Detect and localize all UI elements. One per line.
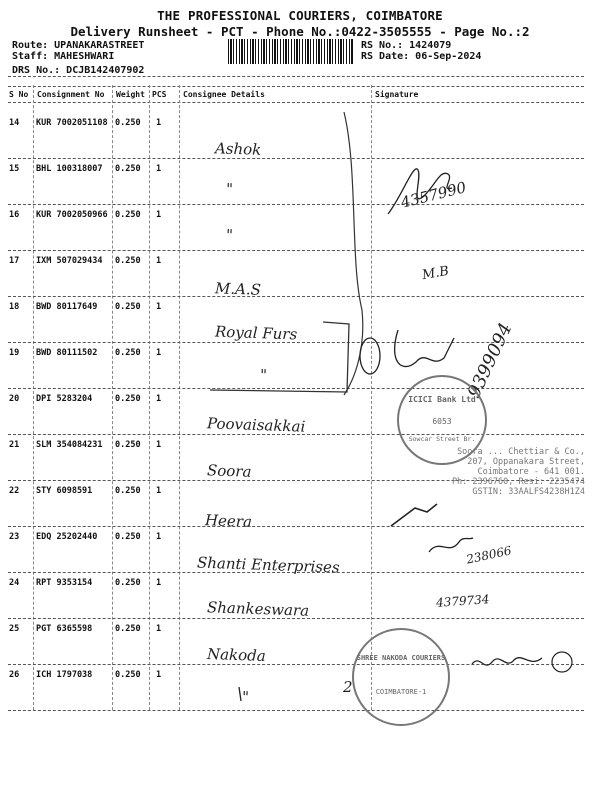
cell-pcs: 1 [156,670,162,680]
courier-stamp-name: SHREE NAKODA COURIERS [356,654,446,662]
handwritten-note: 2 [343,678,353,696]
shop-address-stamp [400,447,585,497]
signature-phone-4: 4379734 [435,592,490,610]
column-header-sno: S No [9,90,29,99]
row-divider [8,204,584,205]
cell-weight: 0.250 [115,394,141,404]
cell-sno: 17 [9,256,20,266]
consignee-handwritten: Soora [206,461,252,481]
consignee-handwritten: Heera [204,511,253,531]
cell-weight: 0.250 [115,578,141,588]
cell-sno: 16 [9,210,20,220]
row-divider [8,250,584,251]
cell-weight: 0.250 [115,670,141,680]
cell-pcs: 1 [156,210,162,220]
cell-sno: 18 [9,302,20,312]
cell-weight: 0.250 [115,532,141,542]
barcode-image [228,39,354,64]
bank-stamp-code: 6053 [432,417,452,426]
cell-consignment: BHL 100318007 [36,164,103,174]
drs-number: DRS No.: DCJB142407902 [12,65,145,76]
signature-phone-1: 4357990 [398,178,468,212]
shop-stamp-line: Ph: 2396760, Resi: 2235474 [451,477,585,487]
bank-stamp-branch: Sowcar Street Br. [408,435,476,443]
column-header-weight: Weight [116,90,145,99]
row-divider [8,618,584,619]
cell-consignment: EDQ 25202440 [36,532,98,542]
table-top-border [8,86,584,87]
cell-sno: 25 [9,624,20,634]
cell-weight: 0.250 [115,440,141,450]
cell-weight: 0.250 [115,486,141,496]
row-divider [8,710,584,711]
signature-phone-2: 9399094 [463,319,517,402]
signature-scribble-5 [470,650,550,676]
shop-stamp-line: GSTIN: 33AALFS4238H1Z4 [472,487,585,497]
cell-weight: 0.250 [115,210,141,220]
consignee-handwritten: Nakoda [206,644,267,666]
column-header-signature: Signature [375,90,419,99]
signature-scribble-2 [358,322,458,382]
consignee-handwritten: " [225,179,234,199]
signature-phone-3: 238066 [465,543,513,567]
company-name: THE PROFESSIONAL COURIERS, COIMBATORE [157,8,443,23]
circled-mark [548,648,578,678]
consignee-handwritten: Shanti Enterprises [196,553,340,577]
cell-weight: 0.250 [115,302,141,312]
shop-stamp-line: Coimbatore - 641 001. [477,467,585,477]
header-divider [8,76,584,77]
courier-round-stamp [352,628,450,726]
courier-stamp-city: COIMBATORE-1 [375,688,427,696]
cell-sno: 22 [9,486,20,496]
cell-pcs: 1 [156,302,162,312]
cell-sno: 14 [9,118,20,128]
cell-pcs: 1 [156,164,162,174]
cell-pcs: 1 [156,486,162,496]
consignee-handwritten: Poovaisakkai [206,414,306,436]
cell-sno: 24 [9,578,20,588]
cell-consignment: KUR 7002051108 [36,118,108,128]
row-divider [8,434,584,435]
cell-pcs: 1 [156,348,162,358]
cell-weight: 0.250 [115,256,141,266]
rs-number: RS No.: 1424079 [361,40,452,51]
column-header-divider [8,102,584,103]
consignee-handwritten: Ashok [214,139,262,159]
row-divider [8,158,584,159]
route-label: Route: UPANAKARASTREET [12,40,145,51]
cell-consignment: SLM 354084231 [36,440,103,450]
cell-pcs: 1 [156,578,162,588]
cell-consignment: PGT 6365598 [36,624,93,634]
consignee-handwritten: " [259,365,268,385]
cell-pcs: 1 [156,624,162,634]
row-divider [8,296,584,297]
bank-stamp-name: ICICI Bank Ltd [408,395,476,404]
row-divider [8,572,584,573]
bracket-box-mark [205,316,370,396]
cell-pcs: 1 [156,256,162,266]
cell-weight: 0.250 [115,348,141,358]
cell-consignment: RPT 9353154 [36,578,93,588]
cell-pcs: 1 [156,394,162,404]
cell-sno: 21 [9,440,20,450]
cell-weight: 0.250 [115,118,141,128]
cell-consignment: STY 6098591 [36,486,93,496]
cell-pcs: 1 [156,532,162,542]
consignee-handwritten: " [225,225,234,245]
cell-consignment: KUR 7002050966 [36,210,108,220]
consignee-handwritten: Shankeswara [206,598,310,620]
cell-sno: 19 [9,348,20,358]
cell-sno: 26 [9,670,20,680]
consignee-handwritten: Royal Furs [214,322,298,344]
shop-stamp-line: Soora ... Chettiar & Co., [457,447,585,457]
cell-weight: 0.250 [115,624,141,634]
column-header-pcs: PCS [152,90,167,99]
cell-consignment: IXM 507029434 [36,256,103,266]
cell-consignment: BWD 80117649 [36,302,98,312]
cell-consignment: DPI 5283204 [36,394,93,404]
cell-sno: 20 [9,394,20,404]
consignee-handwritten: M.A.S [214,279,262,299]
cell-pcs: 1 [156,118,162,128]
cell-sno: 23 [9,532,20,542]
rs-date: RS Date: 06-Sep-2024 [361,51,482,62]
runsheet-title: Delivery Runsheet - PCT - Phone No.:0422-3505555 - Page No.:2 [70,24,530,39]
cell-weight: 0.250 [115,164,141,174]
signature-initials: M.B [420,263,451,284]
column-header-consignment: Consignment No [37,90,105,99]
staff-label: Staff: MAHESHWARI [12,51,115,62]
cell-consignment: BWD 80111502 [36,348,98,358]
row-divider [8,526,584,527]
shop-stamp-line: 207, Oppanakara Street, [467,457,585,467]
consignee-handwritten: " [241,687,250,707]
signature-scribble-3 [385,500,445,530]
cell-consignment: ICH 1797038 [36,670,93,680]
column-header-consignee: Consignee Details [183,90,265,99]
cell-pcs: 1 [156,440,162,450]
cell-sno: 15 [9,164,20,174]
tick-mark [236,685,246,705]
